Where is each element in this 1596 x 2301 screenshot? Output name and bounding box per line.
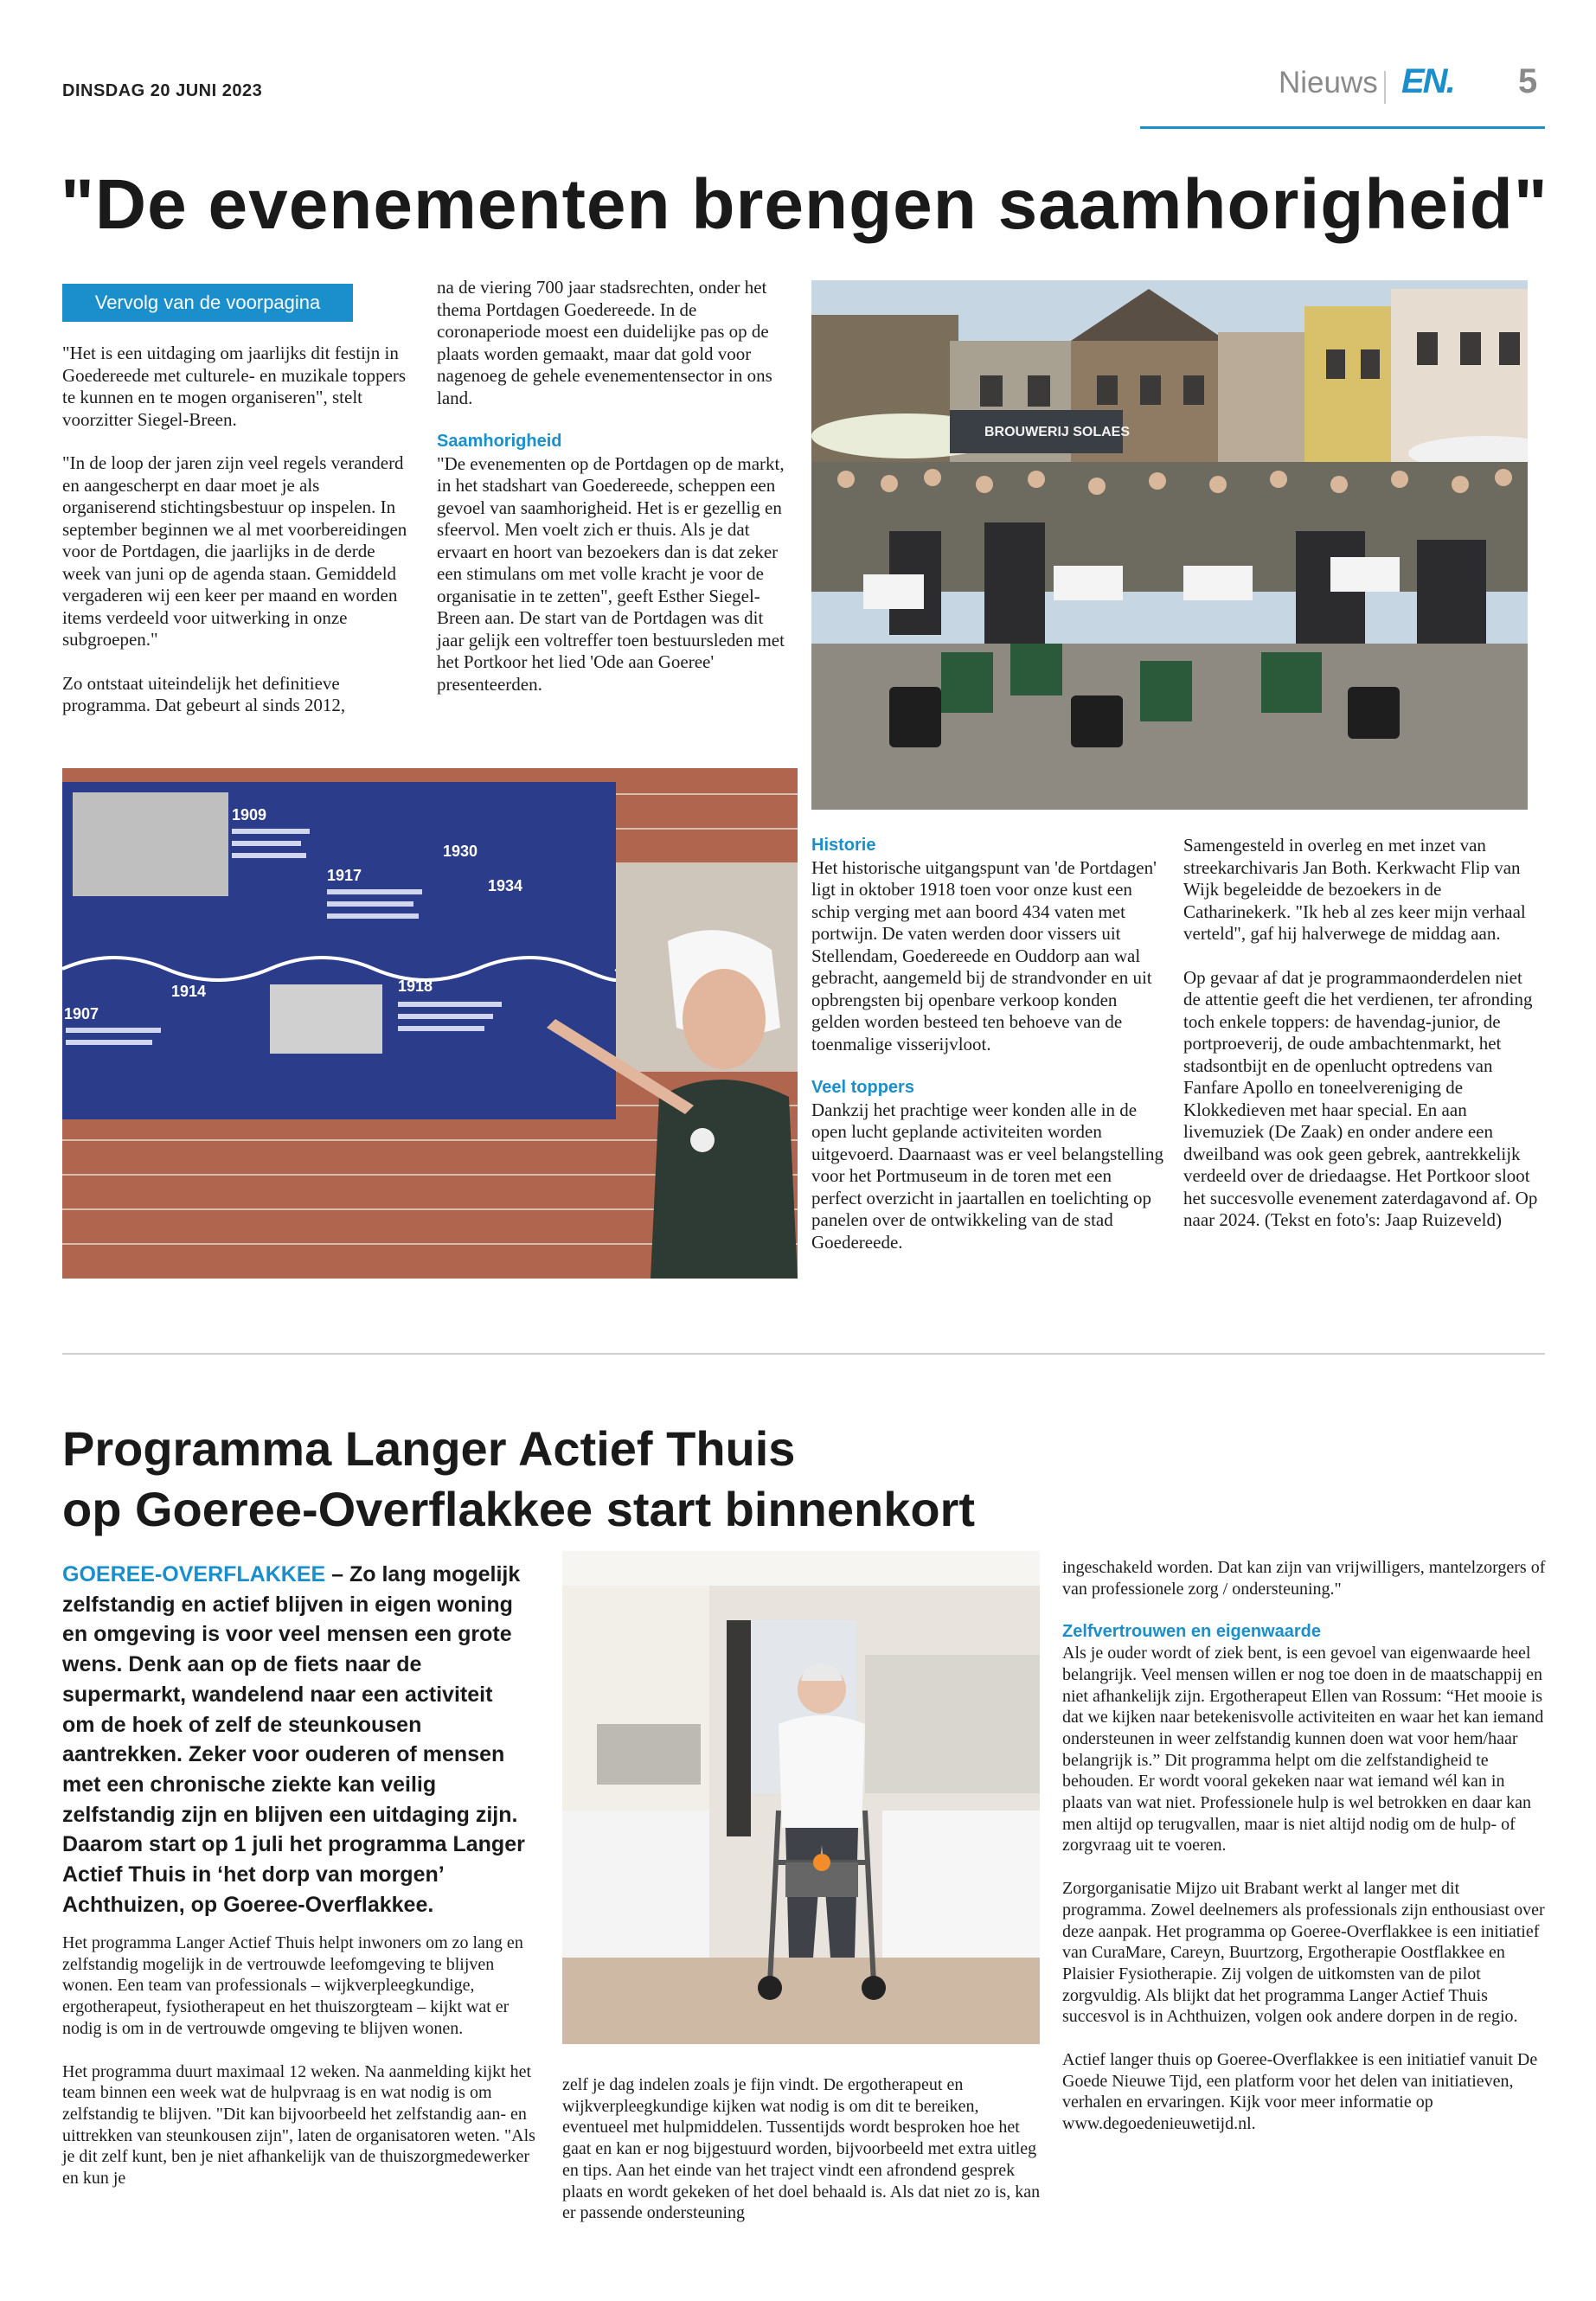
article1-col2-lead: na de viering 700 jaar stadsrechten, onder het thema Portdagen Goedereede. In de coronaperiode moest een duidelijke pas op de plaats worden gemaakt, maar dat gold voor nagenoeg de gehele evenementensector in ons land.: [437, 277, 772, 408]
article1-col1-paragraph: "Het is een uitdaging om jaarlijks dit festijn in Goedereede met culturele- en muzikale toppers te kunnen en te mogen organiseren", stelt voorzitter Siegel-Breen.: [62, 343, 407, 430]
rollator-photo-image: [562, 1551, 1040, 2044]
timeline-photo: [62, 768, 798, 1279]
article2-col3-lead: ingeschakeld worden. Dat kan zijn van vrijwilligers, mantelzorgers of van professionele zorg / ondersteuning.": [1062, 1558, 1546, 1599]
article1-column-4: [1183, 835, 1538, 1253]
timeline-year: 1917: [327, 867, 362, 884]
header-rule: [1140, 126, 1545, 129]
article1-col3-body1: Het historische uitgangspunt van 'de Portdagen' ligt in oktober 1918 toen voor onze kust een schip verging met aan boord 434 vaten met portwijn. De vaten werden door vissers uit Stellendam, Goedereede en Ouddorp aan wal gebracht, aangemeld bij de strandvonder en uit opbrengsten bij openbare verkoop konden gelden worden besteed ten behoeve van de toenmalige visserijvloot.: [811, 856, 1157, 1054]
article1-col1-paragraph: "In de loop der jaren zijn veel regels veranderd en aangescherpt en daar moet je als organiserend stichtingsbestuur op inspelen. In september beginnen we al met voorbereidingen voor de Portdagen, die jaarlijks in de derde week van juni op de agenda staan. Gemiddeld vergaderen wij een keer per maand en worden items verdeeld voor uitwerking in onze subgroepen.": [62, 452, 407, 650]
band-photo: [811, 280, 1528, 810]
article-divider: [62, 1353, 1545, 1355]
article1-column-2: [437, 277, 792, 717]
article1-col1-paragraph: Zo ontstaat uiteindelijk het definitieve programma. Dat gebeurt al sinds 2012,: [62, 672, 346, 715]
article1-col4-paragraph: Samengesteld in overleg en met inzet van streekarchivaris Jan Both. Kerkwacht Flip van Wijk begeleidde de bezoekers in de Catharinekerk. "Ik heb al zes keer mijn verhaal verteld", gaf hij halverwege de middag aan.: [1183, 835, 1526, 944]
subhead-historie: Historie: [811, 836, 876, 855]
article2-column-1: [62, 1932, 547, 2211]
article2-column-2: [562, 2074, 1047, 2246]
band-photo-image: [811, 280, 1528, 810]
article2-col3-paragraph: Actief langer thuis op Goeree-Overflakkee is een initiatief vanuit De Goede Nieuwe Tijd, een platform voor het delen van initiatieven, verhalen en ervaringen. Kijk voor meer informatie op www.degoedenieuwetijd.nl.: [1062, 2050, 1538, 2134]
newspaper-logo: EN.: [1401, 62, 1454, 100]
article1-col2-body: "De evenementen op de Portdagen op de markt, in het stadshart van Goedereede, scheppen een gevoel van saamhorigheid. Het is er gezellig en sfeervol. Men voelt zich er thuis. Als je dat ervaart en hoort van bezoekers dan is dat zeker een stimulans om met volle kracht je voor de organisatie in te zetten", geeft Esther Siegel-Breen aan. De start van de Portdagen was dit jaar gelijk een voltreffer toen bestuursleden met het Portkoor het lied 'Ode aan Goeree' presenteerden.: [437, 452, 785, 695]
intro-text: – Zo lang mogelijk zelfstandig en actief blijven in eigen woning en omgeving is voor veel mensen een grote wens. Denk aan op de fiets naar de supermarkt, wandelend naar een activiteit om de hoek of zelf de steunkousen aantrekken. Zeker voor ouderen of mensen met een chronische ziekte kan veilig zelfstandig zijn en blijven een uitdaging zijn. Daarom start op 1 juli het programma Langer Actief Thuis in ‘het dorp van morgen’ Achthuizen, op Goeree-Overflakkee.: [62, 1562, 525, 1917]
article2-col2-body: zelf je dag indelen zoals je fijn vindt. De ergotherapeut en wijkverpleegkundige kijken wat nodig is om dit te bereiken, eventueel met hulpmiddelen. Tussentijds wordt besproken hoe het gaat en kan er nog bijgestuurd worden, bijvoorbeeld met extra uitleg en tips. Aan het einde van het traject vindt een afrondend gesprek plaats en wordt gekeken of het doel behaald is. Als dat niet zo is, kan er passende ondersteuning: [562, 2075, 1041, 2223]
banner-text: BROUWERIJ SOLAES: [984, 425, 1131, 439]
article1-column-3: [811, 835, 1166, 1275]
article1-column-1: [62, 343, 417, 739]
article1-col4-paragraph: Op gevaar af dat je programmaonderdelen niet de attentie geeft die het verdienen, ter afronding toch enkele toppers: de havendag-junior, de portproeverij, de oude ambachtenmarkt, het stadsontbijt en de openlucht optredens van Fanfare Apollo en toneelvereniging de Klokkedieven met haar special. En aan livemuziek (De Zaak) en onder andere een dweilband was ook geen gebrek, aantrekkelijk verdeeld over de driedaagse. Het Portkoor sloot het succesvolle evenement zaterdagavond af. Op naar 2024. (Tekst en foto's: Jaap Ruizeveld): [1183, 966, 1538, 1230]
timeline-year: 1907: [64, 1005, 99, 1022]
article2-col1-paragraph: Het programma duurt maximaal 12 weken. Na aanmelding kijkt het team binnen een week wat de hulpvraag is en wat nodig is om zelfstandig te blijven. "Dit kan bijvoorbeeld het zelfstandig aan- en uittrekken van steunkousen zijn", laten de organisatoren weten. "Als je dit zelf kunt, ben je niet afhankelijk van de thuiszorgmedewerker en kun je: [62, 2061, 535, 2189]
article2-col3-body: Als je ouder wordt of ziek bent, is een gevoel van eigenwaarde heel belangrijk. Veel mensen willen er nog toe doen in de maatschappij en niet afhankelijk zijn. Ergotherapeut Ellen van Rossum: “Het mooie is dat we kijken naar betekenisvolle activiteiten en waar het kan iemand ondersteunen in weer zelfstandig kunnen doen wat voor hem/haar belangrijk is.” Dit programma helpt om die zelfstandigheid te behouden. Er wordt vooral gekeken naar wat iemand wél kan in plaats van wat niet. Professionele hulp is wel betrokken en daar kan men altijd op terugvallen, maar is niet altijd nodig om de hulp- of zorgvraag uit te voeren.: [1062, 1644, 1544, 1856]
article2-headline-line-2: op Goeree-Overflakkee start binnenkort: [62, 1482, 976, 1536]
article2-headline: [62, 1419, 975, 1540]
page-number: 5: [1518, 62, 1538, 100]
article2-col3-paragraph: Zorgorganisatie Mijzo uit Brabant werkt al langer met dit programma. Zowel deelnemers als professionals zijn enthousiast over deze aanpak. Het programma op Goeree-Overflakkee is een initiatief van CuraMare, Careyn, Buurtzorg, Ergotherapie Oostflakkee en Plaisier Fysiotherapie. Zij volgen de uitkomsten van de pilot zorgvuldig. Als blijkt dat het programma Langer Actief Thuis succesvol is in Achthuizen, volgen ook andere dorpen in de regio.: [1062, 1879, 1545, 2027]
section-label: Nieuws: [1279, 66, 1378, 99]
article2-headline-line-1: Programma Langer Actief Thuis: [62, 1421, 796, 1476]
subhead-saamhorigheid: Saamhorigheid: [437, 432, 562, 451]
subhead-zelfvertrouwen: Zelfvertrouwen en eigenwaarde: [1062, 1622, 1321, 1642]
article2-column-3: [1062, 1557, 1547, 2157]
article1-headline: "De evenementen brengen saamhorigheid": [61, 165, 1548, 244]
timeline-year: 1918: [398, 977, 433, 995]
continued-label: Vervolg van de voorpagina: [62, 284, 353, 322]
page-date: DINSDAG 20 JUNI 2023: [62, 81, 263, 100]
timeline-photo-image: [62, 768, 798, 1279]
dateline-place: GOEREE-OVERFLAKKEE: [62, 1562, 326, 1586]
article1-col3-body2: Dankzij het prachtige weer konden alle in de open lucht geplande activiteiten worden uitgevoerd. Daarnaast was er veel belangstelling voor het Portmuseum in de toren met een perfect overzicht in jaartallen en toelichting op panelen over de ontwikkeling van de stad Goedereede.: [811, 1099, 1164, 1253]
subhead-veel-toppers: Veel toppers: [811, 1078, 914, 1097]
rollator-photo: [562, 1551, 1040, 2044]
timeline-year: 1934: [488, 877, 523, 894]
article2-intro: [62, 1560, 529, 1920]
article2-col1-paragraph: Het programma Langer Actief Thuis helpt inwoners om zo lang en zelfstandig mogelijk in de vertrouwde leefomgeving te blijven wonen. Een team van professionals – wijkverpleegkundige, ergotherapeut, fysiotherapeut en het thuiszorgteam – kijkt wat er nodig is om in de vertrouwde omgeving te blijven wonen.: [62, 1933, 523, 2038]
timeline-year: 1914: [171, 983, 207, 1000]
timeline-year: 1930: [443, 843, 478, 860]
header-separator: [1384, 71, 1386, 104]
timeline-year: 1909: [232, 806, 267, 824]
